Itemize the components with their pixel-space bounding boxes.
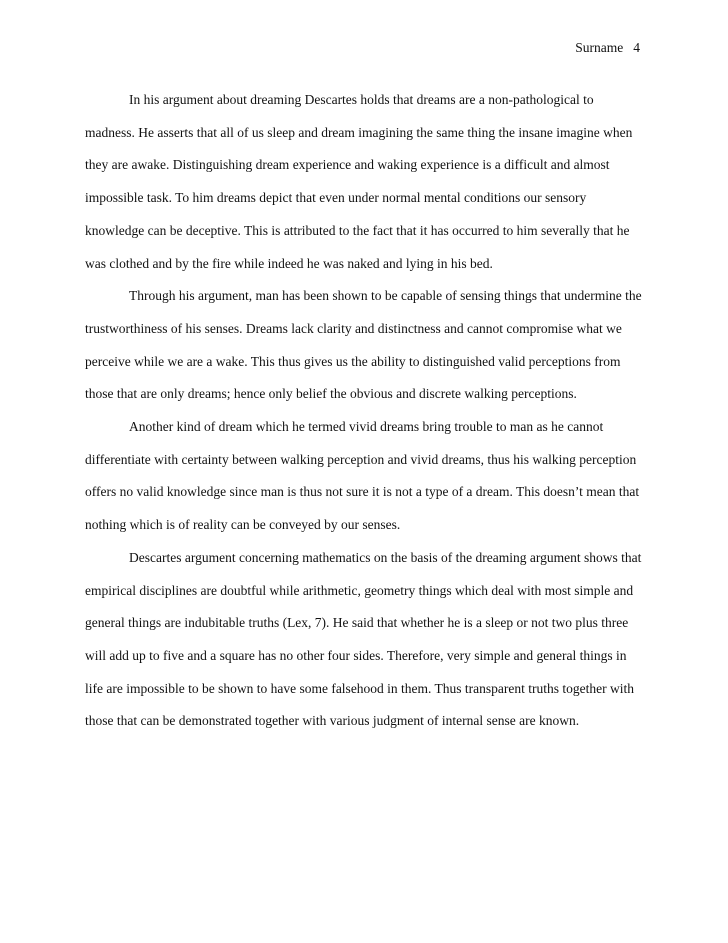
paragraph-2: Through his argument, man has been shown to be capable of sensing things that undermine the trustworthiness of his senses. Dreams lack clarity and distinctness and cannot compromise what we perceive while we are a wake. This thus gives us the ability to distinguished valid perceptions from those that are only dreams; hence only belief the obvious and discrete walking perceptions. [85,288,642,402]
paragraph-3: Another kind of dream which he termed vivid dreams bring trouble to man as he cannot differentiate with certainty between walking perception and vivid dreams, thus his walking perception offers no valid knowledge since man is thus not sure it is not a type of a dream. This doesn’t mean that nothing which is of reality can be conveyed by our senses. [85,419,640,533]
page-number: 4 [633,40,640,55]
paragraph-1: In his argument about dreaming Descartes holds that dreams are a non-pathological to madness. He asserts that all of us sleep and dream imagining the same thing the insane imagine when they are awake. Distinguishing dream experience and waking experience is a difficult and almost impossible task. To him dreams depict that even under normal mental conditions our sensory knowledge can be deceptive. This is attributed to the fact that it has occurred to him severally that he was clothed and by the fire while indeed he was naked and lying in his bed. [85,92,633,271]
paragraph-4: Descartes argument concerning mathematics on the basis of the dreaming argument shows that empirical disciplines are doubtful while arithmetic, geometry things which deal with most simple and general things are indubitable truths (Lex, 7). He said that whether he is a sleep or not two plus three will add up to five and a square has no other four sides. Therefore, very simple and general things in life are impossible to be shown to have some falsehood in them. Thus transparent truths together with those that can be demonstrated together with various judgment of internal sense are known. [85,549,642,729]
running-head [575,40,640,56]
header-surname: Surname [575,40,624,55]
body-text [85,84,645,738]
